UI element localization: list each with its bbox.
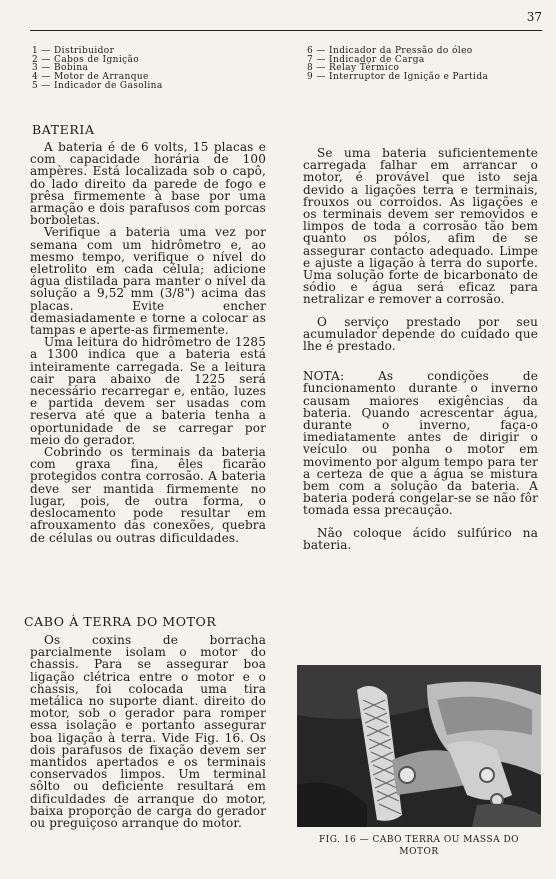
section-heading-bateria: BATERIA	[32, 122, 95, 137]
legend-item: 9 — Interruptor de Ignição e Partida	[307, 72, 489, 83]
page-number: 37	[526, 10, 542, 24]
legend-item: 4 — Motor de Arranque	[32, 72, 149, 83]
figure-caption: FIG. 16 — CABO TERRA OU MASSA DO MOTOR	[318, 835, 520, 857]
bateria-section	[30, 141, 266, 544]
cabo-terra-section	[30, 634, 266, 829]
legend-item: 1 — Distribuidor	[32, 46, 115, 56]
legend-item: 2 — Cabos de Ignição	[32, 54, 140, 65]
legend-item: 8 — Relay Térmico	[307, 63, 400, 74]
legend-item: 6 — Indicador da Pressão do óleo	[307, 46, 473, 56]
engine-ground-strap-illustration	[297, 665, 541, 827]
legend-item: 7 — Indicador de Carga	[307, 54, 425, 65]
paragraph: Uma leitura do hidrômetro de 1285 a 1300 indica que a bateria está inteiramente carregada. Se a leitura cair para abaixo de 1225 será necessário recarregar e, então, luzes e partida devem ser usadas com reserva até que a bateria tenha a oportunidade de se carregar por meio do gerador.	[30, 335, 266, 447]
section-heading-cabo-terra: CABO À TERRA DO MOTOR	[24, 614, 217, 629]
header-rule	[30, 30, 542, 31]
note-paragraph: NOTA: As condições de funcionamento durante o inverno causam maiores exigências da bateria. Quando acrescentar água, durante o inverno, faça-o imediatamente antes de dirigir o veículo ou ponha o motor em movimento por algum tempo para ter a certeza de que a água se mistura bem com a solução da bateria. A bateria poderá congelar-se se não fôr tomada essa precaução.	[303, 369, 538, 518]
legend-item: 5 — Indicador de Gasolina	[32, 80, 163, 91]
paragraph: Os coxins de borracha parcialmente isolam o motor do chassis. Para se assegurar boa ligação clétrica entre o motor e o chassis, foi colocada uma tira metálica no suporte diant. direito do motor, sob o gerador para romper essa isolação e portanto assegurar boa ligação à terra. Vide Fig. 16. Os dois parafusos de fixação devem ser mantidos apertados e os terminais conservados limpos. Um terminal sôlto ou deficiente resultará em dificuldades de arranque do motor, baixa proporção de carga do gerador ou preguiçoso arranque do motor.	[30, 633, 266, 831]
legend-right	[307, 47, 547, 82]
paragraph: Verifique a bateria uma vez por semana com um hidrômetro e, ao mesmo tempo, verifique o nível do eletrolito em cada célula; adicione água distilada para manter o nível da solução a 9,52 mm (3/8") acima das placas. Evite encher demasiadamente e torne a colocar as tampas e aperte-as firmemente.	[30, 225, 266, 338]
legend-item: 3 — Bobina	[32, 63, 89, 74]
paragraph: O serviço prestado por seu acumulador depende do cuidado que lhe é prestado.	[303, 314, 538, 354]
legend-left	[32, 47, 282, 91]
paragraph: Cobrindo os terminais da bateria com graxa fina, êles ficarão protegidos contra corrosão. A bateria deve ser mantida firmemente no lugar, pois, de outra forma, o deslocamento pode resultar em afrouxamento das conexões, quebra de células ou outras dificuldades.	[30, 445, 266, 545]
warning-paragraph: Não coloque ácido sulfúrico na bateria.	[303, 525, 538, 552]
figure-16-photo	[297, 665, 541, 827]
paragraph: A bateria é de 6 volts, 15 placas e com capacidade horária de 100 ampères. Está localizada sob o capô, do lado direito da parede de fogo e prêsa firmemente à base por uma armação e dois parafusos com porcas borboletas.	[30, 140, 266, 228]
paragraph: Se uma bateria suficientemente carregada falhar em arrancar o motor, é provável que isto seja devido a ligações terra e terminais, frouxos ou corroidos. As ligações e os terminais devem ser removidos e limpos de toda a corrosão tão bem quanto os pólos, afim de se assegurar contacto adequado. Limpe e ajuste a ligação à terra do suporte. Uma solução forte de bicarbonato de sódio e água será eficaz para netralizar e remover a corrosão.	[303, 146, 538, 307]
right-column	[303, 147, 538, 551]
